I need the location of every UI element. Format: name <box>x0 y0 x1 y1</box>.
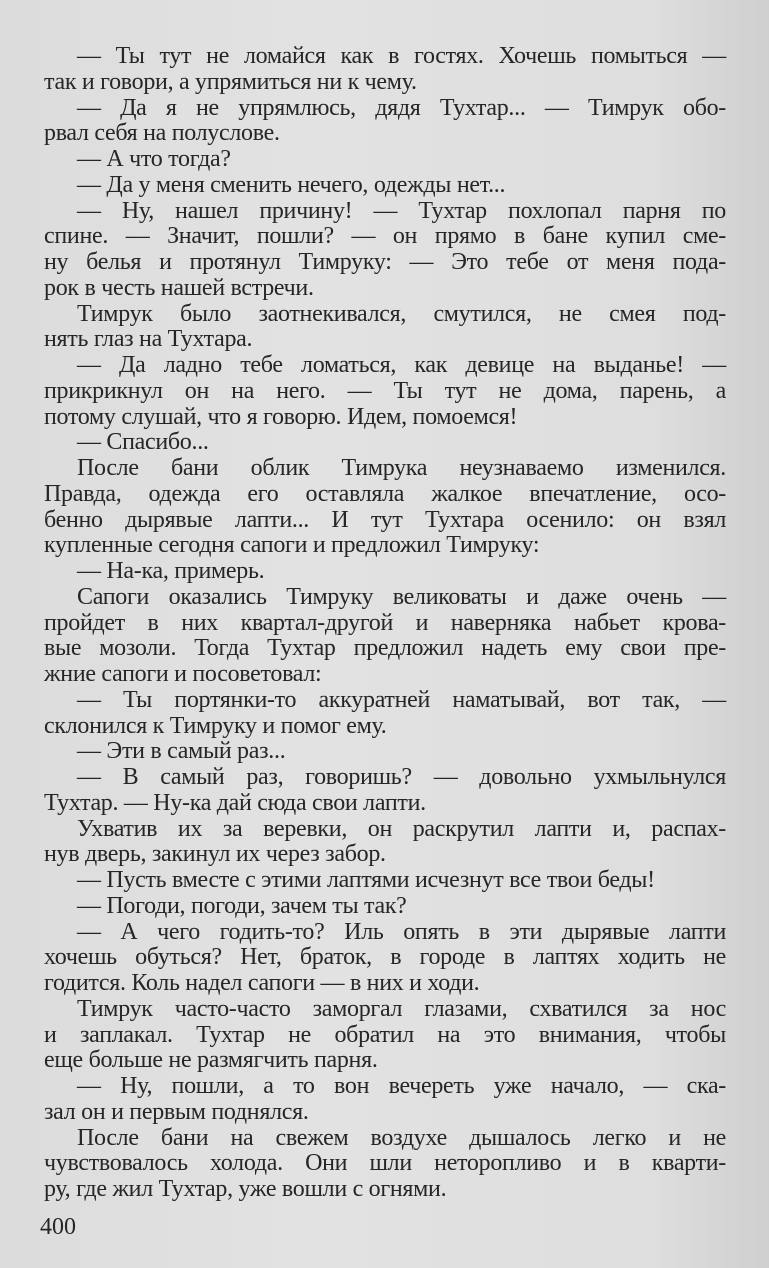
text-line: нув дверь, закинул их через забор. <box>44 841 386 868</box>
text-line: пройдет в них квартал-другой и наверняка набьет крова- <box>44 609 726 636</box>
paragraph <box>44 302 726 354</box>
text-line: зал он и первым поднялся. <box>44 1098 309 1125</box>
text-line: Тимрук было заотнекивался, смутился, не смея под- <box>77 300 726 327</box>
text-line: После бани облик Тимрука неузнаваемо изменился. <box>77 455 726 481</box>
text-line: еще больше не размягчить парня. <box>44 1047 378 1074</box>
paragraph <box>44 1074 726 1126</box>
paragraph <box>44 765 726 817</box>
text-line: — Ну, пошли, а то вон вечереть уже начало, — ска- <box>77 1073 726 1099</box>
text-line: так и говори, а упрямиться ни к чему. <box>44 68 417 95</box>
text-line: потому слушай, что я говорю. Идем, помоемся! <box>44 403 518 430</box>
text-line: прикрикнул он на него. — Ты тут не дома, парень, а <box>44 377 726 404</box>
text-line: — Эти в самый раз... <box>77 738 286 765</box>
text-line: и заплакал. Тухтар не обратил на это внимания, чтобы <box>44 1021 726 1048</box>
paragraph <box>44 997 726 1074</box>
paragraph <box>44 353 726 430</box>
text-line: Тимрук часто-часто заморгал глазами, схватился за нос <box>77 995 726 1022</box>
text-line: — В самый раз, говоришь? — довольно ухмыльнулся <box>77 764 726 790</box>
text-line: — Ты портянки-то аккуратней наматывай, вот так, — <box>77 686 726 713</box>
paragraph <box>44 688 726 740</box>
text-line: нять глаз на Тухтара. <box>44 326 253 353</box>
paragraph <box>44 817 726 869</box>
text-line: — Спасибо... <box>77 429 209 456</box>
text-line: рок в честь нашей встречи. <box>44 274 314 301</box>
text-line: — Да я не упрямлюсь, дядя Тухтар... — Тимрук обо- <box>77 94 726 121</box>
book-page-text <box>44 44 726 1203</box>
paragraph <box>44 559 726 585</box>
text-line: вые мозоли. Тогда Тухтар предложил надеть ему свои пре- <box>44 635 726 662</box>
text-line: ру, где жил Тухтар, уже вошли с огнями. <box>44 1176 447 1202</box>
paragraph <box>44 44 726 96</box>
text-line: бенно дырявые лапти... И тут Тухтара осенило: он взял <box>44 506 726 533</box>
text-line: склонился к Тимруку и помог ему. <box>44 712 387 739</box>
paragraph <box>44 96 726 148</box>
text-line: Правда, одежда его оставляла жалкое впечатление, осо- <box>44 480 726 507</box>
text-line: Сапоги оказались Тимруку великоваты и даже очень — <box>77 583 726 610</box>
text-line: После бани на свежем воздухе дышалось легко и не <box>77 1124 726 1151</box>
text-line: — Ты тут не ломайся как в гостях. Хочешь помыться — <box>77 43 726 69</box>
page-number: 400 <box>40 1214 76 1240</box>
paragraph <box>44 894 726 920</box>
paragraph <box>44 585 726 688</box>
paragraph <box>44 1126 726 1203</box>
text-line: купленные сегодня сапоги и предложил Тимруку: <box>44 532 540 559</box>
paragraph <box>44 199 726 302</box>
text-line: — Пусть вместе с этими лаптями исчезнут все твои беды! <box>77 867 655 893</box>
text-line: — А чего годить-то? Иль опять в эти дырявые лапти <box>77 918 726 945</box>
text-line: Тухтар. — Ну-ка дай сюда свои лапти. <box>44 789 426 816</box>
paragraph <box>44 739 726 765</box>
text-line: годится. Коль надел сапоги — в них и ходи. <box>44 970 480 996</box>
text-line: — Погоди, погоди, зачем ты так? <box>77 892 407 919</box>
text-line: рвал себя на полуслове. <box>44 120 280 147</box>
text-line: — А что тогда? <box>77 146 231 172</box>
text-line: — Ну, нашел причину! — Тухтар похлопал парня по <box>77 197 726 224</box>
text-line: жние сапоги и посоветовал: <box>44 661 322 687</box>
text-line: чувствовалось холода. Они шли неторопливо и в кварти- <box>44 1150 726 1177</box>
paragraph <box>44 868 726 894</box>
paragraph <box>44 173 726 199</box>
text-line: Ухватив их за веревки, он раскрутил лапти и, распах- <box>77 815 726 842</box>
text-line: — На-ка, примерь. <box>77 558 265 584</box>
paragraph <box>44 920 726 997</box>
paragraph <box>44 456 726 559</box>
text-line: ну белья и протянул Тимруку: — Это тебе от меня пода- <box>44 249 726 275</box>
text-line: хочешь обуться? Нет, браток, в городе в лаптях ходить не <box>44 944 726 971</box>
text-line: — Да ладно тебе ломаться, как девице на выданье! — <box>77 352 726 378</box>
text-line: — Да у меня сменить нечего, одежды нет... <box>77 171 506 198</box>
paragraph <box>44 147 726 173</box>
text-line: спине. — Значит, пошли? — он прямо в бане купил сме- <box>44 223 726 250</box>
paragraph <box>44 430 726 456</box>
